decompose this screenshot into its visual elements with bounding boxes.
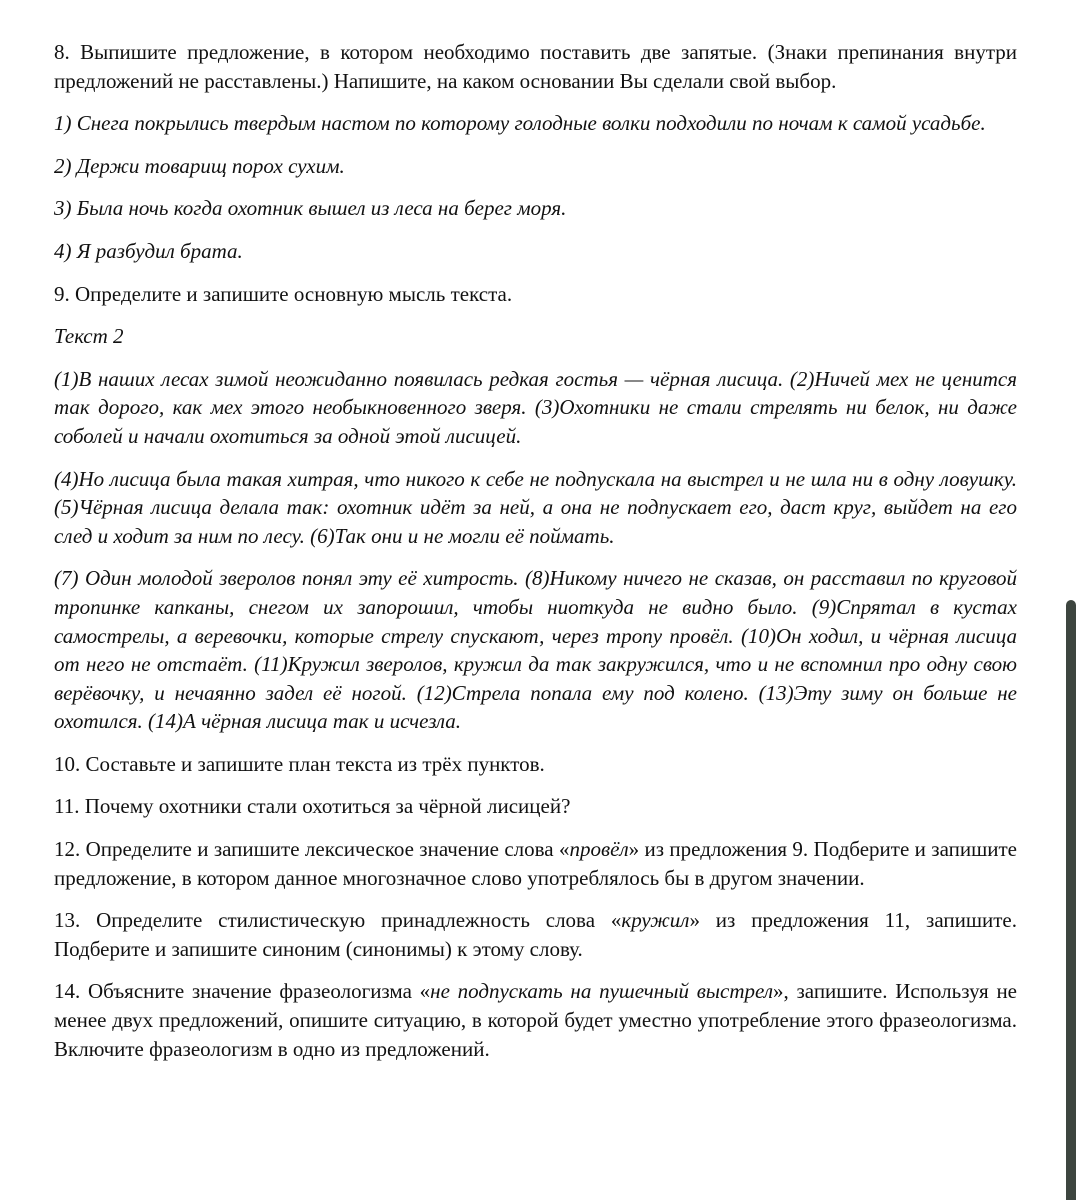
vertical-scrollbar[interactable]	[1066, 600, 1076, 1200]
task-14-text-after: », запишите. Используя не менее двух предложений, опишите ситуацию, в которой будет уместно употребление этого фразеологизма. Включите фразеологизм в одно из предложений.	[54, 979, 1018, 1061]
text-2-title: Текст 2	[54, 324, 124, 349]
task-12-word: провёл	[569, 837, 629, 862]
task-13-text-after: » из предложения 11, запишите. Подберите и запишите синоним (синонимы) к этому слову.	[54, 908, 1017, 961]
task-13-text-before: 13. Определите стилистическую принадлежность слова «	[54, 908, 622, 933]
task-10-question: 10. Составьте и запишите план текста из трёх пунктов.	[54, 751, 545, 776]
task-11-question: 11. Почему охотники стали охотиться за чёрной лисицей?	[54, 794, 571, 819]
task-8-question: 8. Выпишите предложение, в котором необходимо поставить две запятые. (Знаки препинания внутри предложений не расставлены.) Напишите, на каком основании Вы сделали свой выбор.	[54, 40, 1017, 93]
text-2-paragraph-1: (1)В наших лесах зимой неожиданно появилась редкая гостья — чёрная лисица. (2)Ничей мех не ценится так дорого, как мех этого необыкновенного зверя. (3)Охотники не стали стрелять ни белок, ни даже соболей и начали охотиться за одной этой лисицей.	[54, 366, 1017, 448]
text-2-paragraph-2: (4)Но лисица была такая хитрая, что никого к себе не подпускала на выстрел и не шла ни в одну ловушку. (5)Чёрная лисица делала так: охотник идёт за ней, а она не подпускает его, даст круг, выйдет на его след и ходит за ним по лесу. (6)Так они и не могли её поймать.	[54, 466, 1017, 548]
text-2-paragraph-3: (7) Один молодой зверолов понял эту её хитрость. (8)Никому ничего не сказав, он расставил по круговой тропинке капканы, снегом их запорошил, чтобы ниоткуда не видно было. (9)Спрятал в кустах самострелы, а веревочки, которые стрелу спускают, через тропу провёл. (10)Он ходил, и чёрная лисица от него не отстаёт. (11)Кружил зверолов, кружил да так закружился, что и не вспомнил про одну свою верёвочку, и нечаянно задел её ногой. (12)Стрела попала ему под колено. (13)Эту зиму он больше не охотился. (14)А чёрная лисица так и исчезла.	[54, 566, 1017, 734]
task-8-option-2: 2) Держи товарищ порох сухим.	[54, 153, 345, 178]
task-13-word: кружил	[621, 908, 690, 933]
task-8-option-1: 1) Снега покрылись твердым настом по которому голодные волки подходили по ночам к самой усадьбе.	[54, 111, 986, 136]
task-14-phrase: не подпускать на пушечный выстрел	[430, 979, 773, 1004]
task-8-option-4: 4) Я разбудил брата.	[54, 238, 243, 263]
task-13-question	[54, 906, 1017, 963]
task-9-question: 9. Определите и запишите основную мысль текста.	[54, 281, 513, 306]
task-14-question	[54, 977, 1017, 1063]
task-14-text-before: 14. Объясните значение фразеологизма «	[54, 979, 431, 1004]
task-12-question	[54, 835, 1017, 892]
task-12-text-after: » из предложения 9. Подберите и запишите предложение, в котором данное многозначное слово употреблялось бы в другом значении.	[54, 837, 1017, 890]
task-8-option-3: 3) Была ночь когда охотник вышел из леса на берег моря.	[54, 196, 567, 221]
task-12-text-before: 12. Определите и запишите лексическое значение слова «	[54, 837, 570, 862]
document-page	[54, 38, 1017, 1063]
